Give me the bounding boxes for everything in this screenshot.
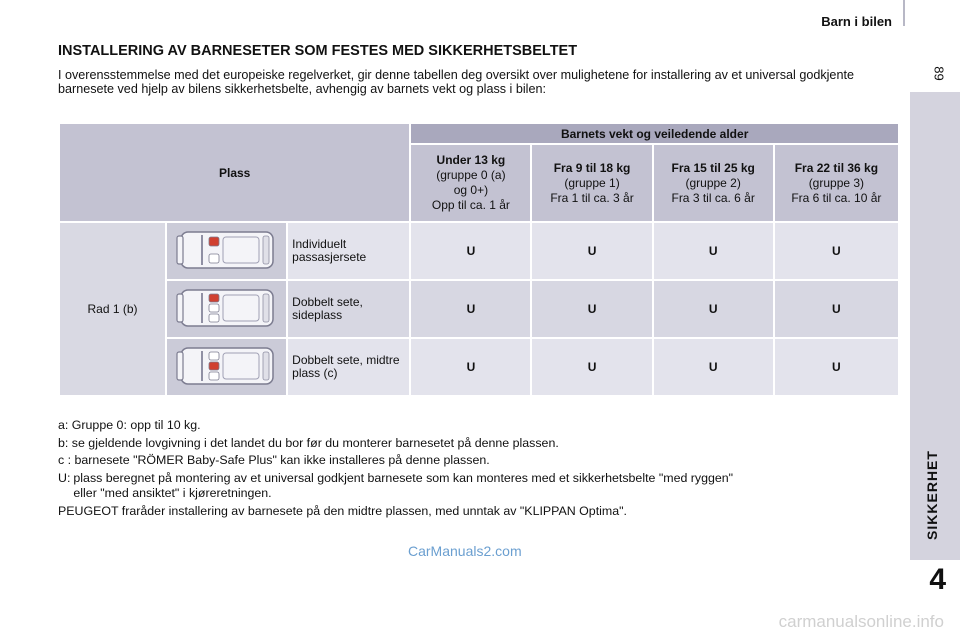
chapter-label: SIKKERHET xyxy=(924,450,940,540)
column-weight: Fra 15 til 25 kg xyxy=(671,160,755,175)
seat-description: Dobbelt sete, midtre plass (c) xyxy=(288,339,409,395)
column-header xyxy=(654,145,773,221)
page-number: 89 xyxy=(931,66,947,81)
column-age: Fra 1 til ca. 3 år xyxy=(550,190,634,205)
column-age: Fra 3 til ca. 6 år xyxy=(671,190,755,205)
seat-description: Dobbelt sete, sideplass xyxy=(288,281,409,337)
footnote-c: c : barnesete "RÖMER Baby-Safe Plus" kan ikke installeres på denne plassen. xyxy=(58,453,490,467)
footnote-u-line: eller "med ansiktet" i kjøreretningen. xyxy=(73,486,272,500)
weight-age-header: Barnets vekt og veiledende alder xyxy=(411,124,898,143)
column-group: (gruppe 1) xyxy=(564,175,620,190)
column-age: Fra 6 til ca. 10 år xyxy=(791,190,882,205)
car-diagram xyxy=(167,223,286,279)
column-group: (gruppe 0 (a) og 0+) xyxy=(436,168,506,197)
table-cell: U xyxy=(411,223,530,279)
chapter-number: 4 xyxy=(929,563,946,596)
footnote-a: a: Gruppe 0: opp til 10 kg. xyxy=(58,418,201,432)
table-cell: U xyxy=(532,281,651,337)
footnotes xyxy=(58,418,903,521)
car-diagram xyxy=(167,339,286,395)
column-header xyxy=(532,145,651,221)
footnote-u-key: U: xyxy=(58,470,71,485)
page-title: INSTALLERING AV BARNESETER SOM FESTES MED SIKKERHETSBELTET xyxy=(58,43,578,59)
header-divider xyxy=(903,0,905,26)
table-cell: U xyxy=(532,339,651,395)
child-seat-table xyxy=(58,122,900,397)
table-cell: U xyxy=(775,339,898,395)
column-weight: Fra 9 til 18 kg xyxy=(553,160,631,175)
table-cell: U xyxy=(411,339,530,395)
column-weight: Under 13 kg xyxy=(436,153,506,167)
footnote-peugeot: PEUGEOT fraråder installering av barnesete på den midtre plassen, med unntak av "KLIPPAN Optima". xyxy=(58,503,627,518)
table-cell: U xyxy=(775,223,898,279)
table-cell: U xyxy=(775,281,898,337)
intro-paragraph: I overensstemmelse med det europeiske regelverket, gir denne tabellen deg oversikt over mulighetene for installering av et universal godkjente barnesete ved hjelp av bilens sikkerhetsbelte, avhengig av barnets vekt og plass i bilen: xyxy=(58,68,854,96)
watermark-link[interactable]: CarManuals2.com xyxy=(408,543,522,559)
car-top-view-icon xyxy=(175,342,279,390)
table-cell: U xyxy=(411,281,530,337)
seat-description: Individuelt passasjersete xyxy=(288,223,409,279)
car-top-view-icon xyxy=(175,284,279,332)
row-label: Rad 1 (b) xyxy=(60,223,165,395)
table-cell: U xyxy=(532,223,651,279)
watermark-text: carmanualsonline.info xyxy=(778,612,944,631)
footnote-u-line: plass beregnet på montering av et universal godkjent barnesete som kan monteres med et sikkerhetsbelte "med ryggen" xyxy=(73,470,734,485)
footnote-b: b: se gjeldende lovgivning i det landet du bor før du monterer barnesetet på denne plassen. xyxy=(58,435,559,450)
column-group: (gruppe 2) xyxy=(685,175,741,190)
car-diagram xyxy=(167,281,286,337)
chapter-tab xyxy=(912,430,952,560)
place-header: Plass xyxy=(60,124,409,221)
footnote-u xyxy=(58,471,903,502)
column-age: Opp til ca. 1 år xyxy=(431,198,510,212)
table-cell: U xyxy=(654,281,773,337)
section-header: Barn i bilen xyxy=(821,14,892,29)
column-header xyxy=(411,145,530,221)
column-weight: Fra 22 til 36 kg xyxy=(794,160,879,175)
column-header xyxy=(775,145,898,221)
table-cell: U xyxy=(654,339,773,395)
column-group: (gruppe 3) xyxy=(808,175,865,190)
car-top-view-icon xyxy=(175,226,279,274)
table-cell: U xyxy=(654,223,773,279)
footnote-u-text xyxy=(70,471,733,502)
